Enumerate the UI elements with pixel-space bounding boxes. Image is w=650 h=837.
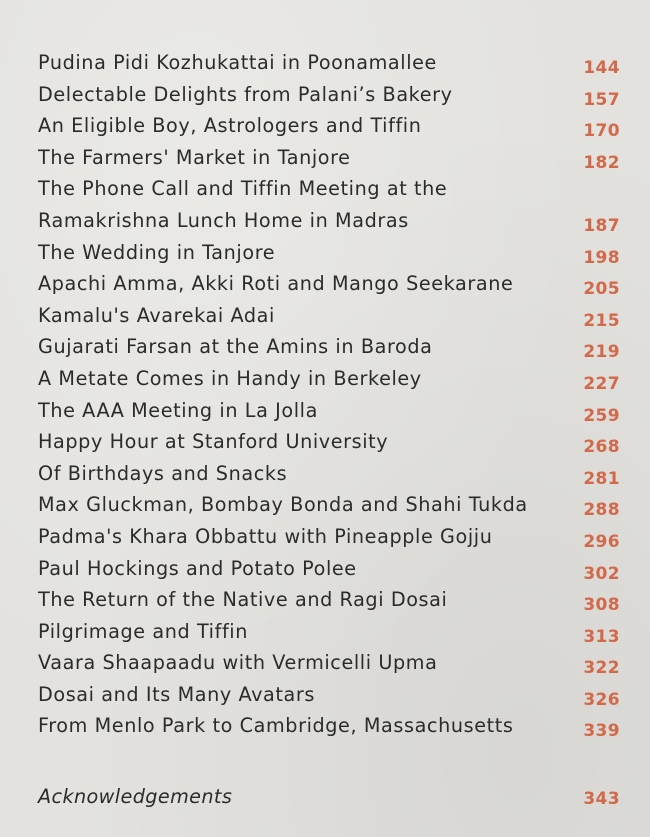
toc-entry-title: Paul Hockings and Potato Polee — [38, 556, 357, 580]
toc-entry-page-number: 144 — [583, 58, 620, 78]
toc-entry-title: Vaara Shaapaadu with Vermicelli Upma — [38, 651, 438, 675]
toc-entry-title: The Wedding in Tanjore — [38, 240, 276, 264]
toc-entry-page-number: 313 — [583, 626, 620, 647]
toc-entry-page-number: 302 — [583, 563, 620, 584]
toc-entry-page-number: 219 — [583, 342, 620, 363]
toc-entry-page-number: 182 — [583, 152, 620, 173]
toc-entry-title: Padma's Khara Obbattu with Pineapple Gojju — [38, 524, 493, 548]
toc-entry — [38, 364, 622, 396]
toc-entry — [38, 174, 622, 237]
toc-entry — [38, 490, 622, 522]
toc-entry-page-number: 268 — [583, 437, 620, 458]
toc-entry — [38, 48, 622, 80]
toc-entry-page-number: 215 — [583, 310, 620, 331]
acknowledgements-page-number: 343 — [583, 789, 620, 809]
toc-entry-page-number: 288 — [583, 500, 620, 521]
toc-entry-acknowledgements — [38, 785, 622, 815]
toc-entry — [38, 427, 622, 459]
toc-entry-page-number: 205 — [583, 279, 620, 300]
toc-entry — [38, 269, 622, 301]
toc-entry-page-number: 326 — [583, 689, 620, 710]
toc-entry-title: Pilgrimage and Tiffin — [38, 619, 249, 643]
toc-entry — [38, 680, 622, 712]
toc-entry-page-number: 296 — [583, 531, 620, 552]
toc-entry-page-number: 259 — [583, 405, 620, 426]
acknowledgements-title: Acknowledgements — [38, 785, 233, 808]
toc-entry — [38, 711, 622, 743]
toc-entry — [38, 459, 622, 491]
toc-entry-page-number: 339 — [583, 721, 620, 742]
toc-entry — [38, 238, 622, 270]
toc-entry — [38, 396, 622, 428]
toc-entry-title: Happy Hour at Stanford University — [38, 430, 389, 454]
toc-entry-title-line2: Ramakrishna Lunch Home in Madras — [38, 208, 409, 232]
toc-entry — [38, 617, 622, 649]
toc-entry-title: The Return of the Native and Ragi Dosai — [38, 588, 448, 612]
toc-entry-title: The AAA Meeting in La Jolla — [38, 398, 318, 422]
toc-entry — [38, 301, 622, 333]
toc-entry-title: Of Birthdays and Snacks — [38, 461, 288, 485]
toc-entry-page-number: 227 — [583, 373, 620, 394]
toc-entry-title: Apachi Amma, Akki Roti and Mango Seekarane — [38, 272, 514, 296]
toc-entry-title: A Metate Comes in Handy in Berkeley — [38, 366, 422, 390]
toc-entry-title: An Eligible Boy, Astrologers and Tiffin — [38, 114, 422, 138]
toc-entry — [38, 111, 622, 143]
toc-entry — [38, 522, 622, 554]
toc-entry-title: Pudina Pidi Kozhukattai in Poonamallee — [38, 51, 437, 74]
toc-entry — [38, 554, 622, 586]
toc-entry-page-number: 187 — [583, 215, 620, 236]
toc-entry — [38, 80, 622, 112]
toc-entry-title: The Farmers' Market in Tanjore — [38, 145, 351, 169]
table-of-contents — [38, 48, 622, 743]
toc-entry-page-number: 157 — [583, 89, 620, 110]
toc-entry — [38, 332, 622, 364]
toc-entry — [38, 648, 622, 680]
toc-entry-title: Gujarati Farsan at the Amins in Baroda — [38, 335, 433, 359]
toc-entry-page-number: 170 — [583, 121, 620, 142]
toc-entry-page-number: 308 — [583, 595, 620, 616]
toc-entry-page-number: 322 — [583, 658, 620, 679]
toc-entry-title: Kamalu's Avarekai Adai — [38, 303, 275, 327]
toc-entry-page-number: 198 — [583, 247, 620, 268]
toc-entry-title: Max Gluckman, Bombay Bonda and Shahi Tukda — [38, 493, 528, 517]
toc-entry-page-number: 281 — [583, 468, 620, 489]
toc-entry-title: Delectable Delights from Palani’s Bakery — [38, 82, 453, 106]
toc-entry-title-line1: The Phone Call and Tiffin Meeting at the — [38, 177, 448, 201]
toc-entry — [38, 585, 622, 617]
toc-entry-title: From Menlo Park to Cambridge, Massachusetts — [38, 714, 514, 738]
toc-entry-title: Dosai and Its Many Avatars — [38, 682, 315, 706]
toc-entry — [38, 143, 622, 175]
